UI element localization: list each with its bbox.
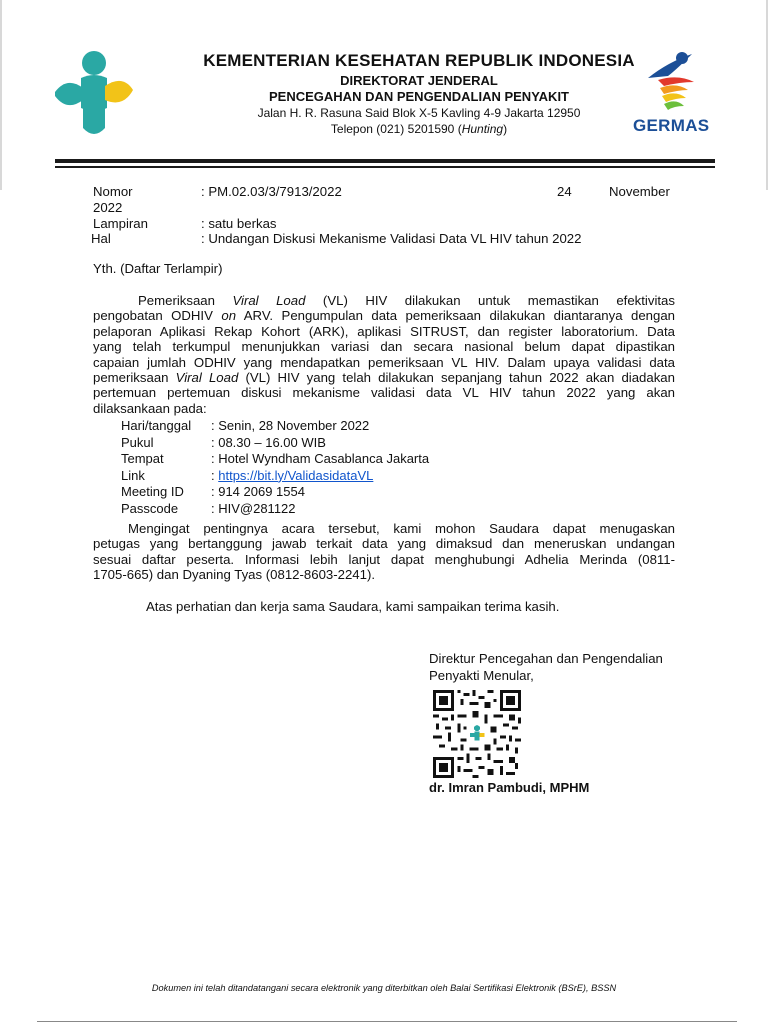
detail-row-time: Pukul : 08.30 – 16.00 WIB [121, 434, 326, 450]
ministry-title: KEMENTERIAN KESEHATAN REPUBLIK INDONESIA [203, 51, 635, 70]
signer-name: dr. Imran Pambudi, MPHM [429, 780, 590, 795]
detail-row-meeting-id: Meeting ID : 914 2069 1554 [121, 484, 305, 500]
division-title: PENCEGAHAN DAN PENGENDALIAN PENYAKIT [269, 89, 569, 104]
bottom-divider [37, 1021, 737, 1022]
paragraph-request: Mengingat pentingnya acara tersebut, kami mohon Saudara dapat menugaskan petugas yang bertanggung jawab terkait data yang dimaksud dan meneruskan undangan sesuai daftar peserta. Informasi lebih lanjut dapat menghubungi Adhelia Merinda (0811- 1705-665) dan Dyaning Tyas (0812-8603-2241). [93, 521, 675, 583]
date-month: November [609, 184, 670, 199]
germas-figure-icon [628, 48, 718, 114]
paragraph-intro: Pemeriksaan Viral Load (VL) HIV dilakukan untuk memastikan efektivitas pengobatan ODHIV on ARV. Pengumpulan data pemeriksaan dilakukan diantaranya dengan pelaporan Aplikasi Rekap Kohort (ARK), aplikasi SITRUST, dan register laboratorium. Data yang telah terkumpul menunjukkan variasi dan secara nasional belum dapat dipastikan capaian jumlah ODHIV yang mendapatkan pemeriksaan VL HIV. Dalam upaya validasi data pemeriksaan Viral Load (VL) HIV yang telah dilakukan sepanjang tahun 2022 akan diadakan pertemuan pertemuan diskusi mekanisme validasi data VL HIV tahun 2022 yang akan dilaksankaan pada: [93, 293, 676, 416]
hal-value: : Undangan Diskusi Mekanisme Validasi Data VL HIV tahun 2022 [201, 231, 582, 246]
phone: Telepon (021) 5201590 (Hunting) [330, 122, 508, 136]
directorate-title: DIREKTORAT JENDERAL [340, 73, 498, 88]
signature-title-1: Direktur Pencegahan dan Pengendalian [429, 651, 663, 666]
lampiran-label: Lampiran [93, 216, 148, 231]
qr-code-icon [433, 690, 521, 778]
date-year: 2022 [93, 200, 123, 215]
detail-row-link: Link : https://bit.ly/ValidasidataVL [121, 467, 374, 483]
detail-row-passcode: Passcode : HIV@281122 [121, 500, 296, 516]
recipient: Yth. (Daftar Terlampir) [93, 261, 223, 276]
signature-title-2: Penyakti Menular, [429, 668, 534, 683]
hal-label: Hal [91, 231, 111, 246]
lampiran-value: : satu berkas [201, 216, 277, 231]
header-divider-thin [55, 166, 715, 168]
nomor-label: Nomor [93, 184, 133, 199]
meeting-link[interactable]: https://bit.ly/ValidasidataVL [218, 467, 374, 483]
address: Jalan H. R. Rasuna Said Blok X-5 Kavling 4-9 Jakarta 12950 [257, 106, 581, 120]
germas-logo [628, 48, 718, 138]
header-divider-thick [55, 159, 715, 163]
date-day: 24 [557, 184, 572, 199]
closing-line: Atas perhatian dan kerja sama Saudara, kami sampaikan terima kasih. [146, 599, 560, 614]
detail-row-date: Hari/tanggal : Senin, 28 November 2022 [121, 418, 370, 433]
germas-label: GERMAS [633, 116, 710, 135]
page-edge-left [0, 0, 2, 190]
detail-row-venue: Tempat : Hotel Wyndham Casablanca Jakarta [121, 451, 430, 467]
event-details [121, 418, 429, 518]
nomor-value: : PM.02.03/3/7913/2022 [201, 184, 342, 199]
e-signature-footer: Dokumen ini telah ditandatangani secara elektronik yang diterbitkan oleh Balai Sertifikasi Elektronik (BSrE), BSSN [151, 983, 617, 993]
